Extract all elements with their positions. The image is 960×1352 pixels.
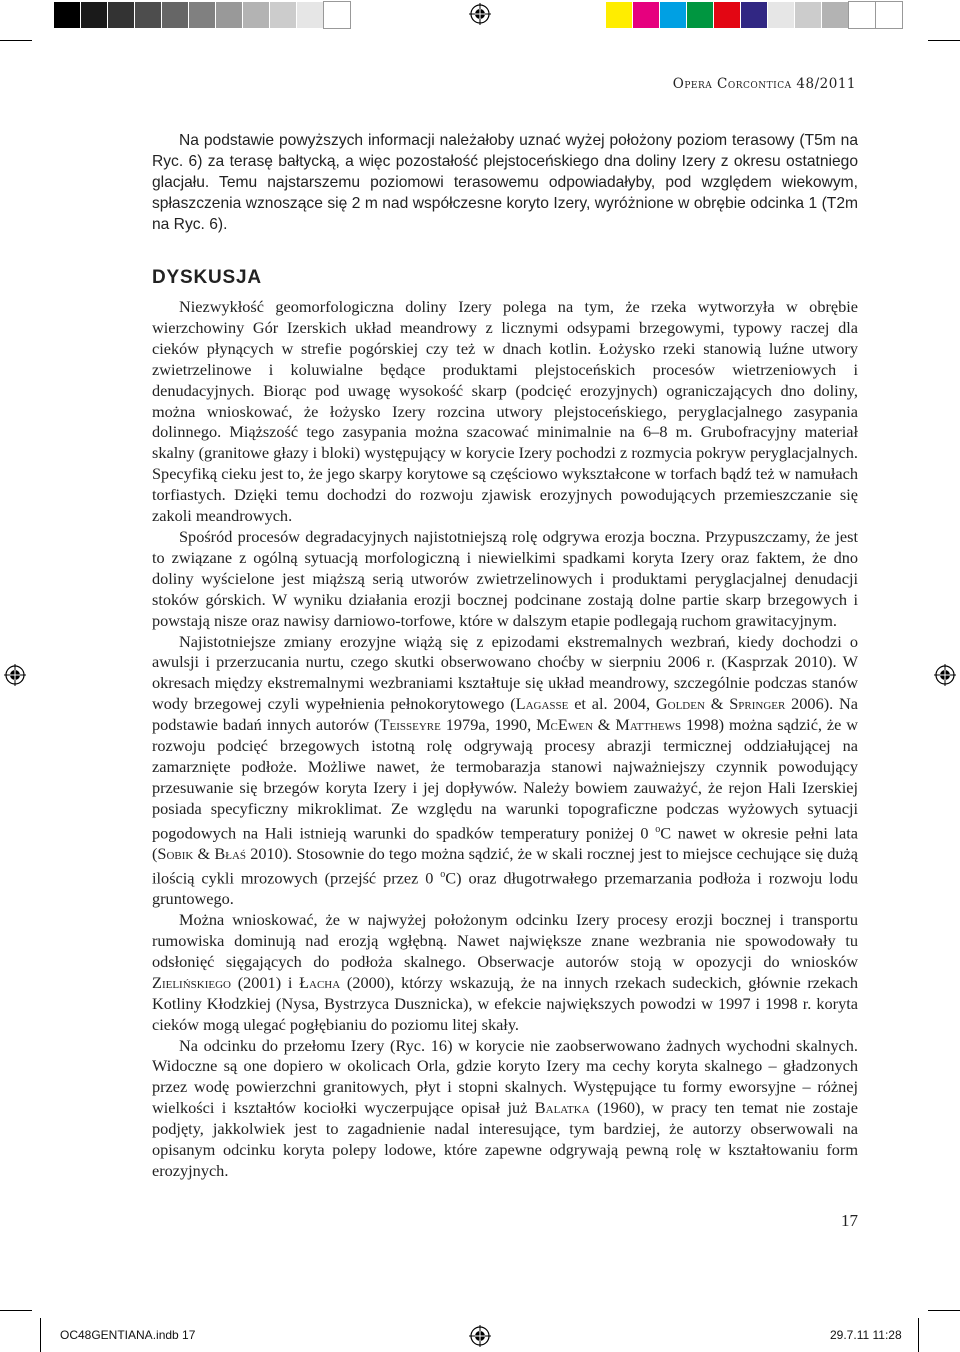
color-swatch <box>135 2 161 28</box>
color-swatch <box>108 2 134 28</box>
text-run: 2006). Na podstawie badań innych autorów ( <box>152 694 859 735</box>
text-run: C) oraz długotrwałego przemarzania podłoża i rozwoju lodu gruntowego. <box>152 868 858 909</box>
color-swatch <box>606 2 632 28</box>
color-swatch <box>795 2 821 28</box>
running-header: Opera Corcontica 48/2011 <box>672 76 856 92</box>
citation-author: Łacha <box>299 972 341 992</box>
text-run: (1960), w pracy ten temat nie zostaje podjęty, jakkolwiek jest to zagadnienie nadal interesujące, tym bardziej, że autorzy obserwowali na opisanym odcinku koryta polepy lodowe, które zapewne odgrywają pewną rolę w kształtowaniu form erozyjnych. <box>152 1098 859 1180</box>
crop-mark <box>928 40 960 41</box>
color-swatch <box>54 2 80 28</box>
crop-mark <box>918 1318 919 1352</box>
color-swatch <box>324 2 350 28</box>
paragraph-4 <box>152 910 858 1035</box>
registration-mark-icon <box>469 1325 491 1347</box>
text-run: Najistotniejsze zmiany erozyjne wiążą się z epizodami ekstremalnych wezbrań, kiedy dochodzi o awulsji i przerzucania nurtu, czego skutki obserwowano choćby w sierpniu 2006 r. (Kasprzak 2010). W okresach między ekstremalnymi wezbraniami kształtuje się układ meandrowy, szczególnie podczas stanów wody brzegowej czyli wypełnienia pełnokorytowego ( <box>152 631 858 714</box>
slug-filename: OC48GENTIANA.indb 17 <box>60 1328 196 1342</box>
slug-date: 29.7.11 11:28 <box>830 1328 902 1342</box>
registration-mark-icon <box>469 3 491 25</box>
color-swatch <box>660 2 686 28</box>
citation-author: Teisseyre <box>379 715 441 735</box>
paragraph-1: Niezwykłość geomorfologiczna doliny Izery polega na tym, że rzeka wytworzyła w obrębie wierzchowiny Gór Izerskich układ meandrowy z licznymi odsypami brzegowymi, typowy raczej dla cieków płynących w strefie pogórskiej czy też w dnach kotlin. Łożysko rzeki stanowią luźne utwory zwietrzelinowe i koluwialne będące produktami plejstoceńskich procesów wietrzeniowych i denudacyjnych. Biorąc pod uwagę wysokość skarp (podcięć erozyjnych) ograniczających dno doliny, można wnioskować, że łożysko Izery rozcina utwory plejstoceńskiego, peryglacjalnego zasypania dolinnego. Miąższość tego zasypania można szacować minimalnie na 6–8 m. Grubofracyjny materiał skalny (granitowe głazy i bloki) występujący w korycie Izery pochodzi z rozmycia pokryw peryglacjalnych. Specyfiką cieku jest to, że jego skarpy korytowe są częściowo wykształcone w torfach bądź też w namułach torfiastych. Dzięki temu dochodzi do rozwoju zjawisk erozyjnych powodujących przemieszczanie się zakoli meandrowych. <box>152 297 858 526</box>
color-swatch <box>270 2 296 28</box>
text-run: et al. 2004, <box>568 694 656 714</box>
text-run: 1998) można sądzić, że w rozwoju podcięć brzegowych istotną rolę odgrywają procesy abrazji termicznej oddziałującej na zamarznięte podłoże. Możliwe nawet, że termobarazja stanowi najważniejszy czynnik powodujący przesuwanie się brzegów koryta Izery i jej dopływów. Należy bowiem zauważyć, że rejon Hali Izerskiej posiada specyficzny mikroklimat. Ze względu na warunki topograficzne podczas wyżowych sytuacji pogodowych na Hali istnieją warunki do spadków temperatury poniżej 0 <box>152 715 858 843</box>
paragraph-2: Spośród procesów degradacyjnych najistotniejszą rolę odgrywa erozja boczna. Przypuszczamy, że jest to związane z ogólną sytuacją morfologiczną i niewielkimi spadkami koryta Izery oraz faktem, że dno doliny wyścielone jest miąższą serią utworów zwietrzelinowych i produktami peryglacjalnej denudacji stoków górskich. W wyniku działania erozji bocznej podcinane zostają dolne partie skarp brzegowych i powstają nisze oraz nawisy darniowo-torfowe, które w dalszym etapie podlegają ruchom grawitacyjnym. <box>152 526 858 630</box>
citation-author: McEwen & Matthews <box>536 715 682 735</box>
section-heading: DYSKUSJA <box>152 267 262 288</box>
paragraph-5 <box>152 1036 858 1182</box>
color-swatch <box>687 2 713 28</box>
color-swatch <box>216 2 242 28</box>
registration-mark-icon <box>934 664 956 686</box>
intro-paragraph: Na podstawie powyższych informacji należałoby uznać wyżej położony poziom terasowy (T5m na Ryc. 6) za terasę bałtycką, a więc pozostałość plejstoceńskiego dna doliny Izery z okresu ostatniego glacjału. Temu najstarszemu poziomowi terasowemu odpowiadałyby, pod względem wiekowym, spłaszczenia wznoszące się 2 m nad współczesne koryto Izery, wyróżnione w obrębie odcinka 1 (T2m na Ryc. 6). <box>152 132 858 233</box>
citation-author: Balatka <box>534 1098 590 1118</box>
paragraph-3 <box>152 632 858 911</box>
crop-mark <box>928 1310 960 1311</box>
citation-author: Sobik & Błaś <box>157 843 247 863</box>
color-swatch <box>768 2 794 28</box>
color-swatch <box>714 2 740 28</box>
color-swatch <box>243 2 269 28</box>
text-run: Można wnioskować, że w najwyżej położonym odcinku Izery procesy erozji bocznej i transportu rumowiska dominują nad erozją wgłębną. Nawet największe znane wezbrania nie spowodowały tu odsłonięć sięgających do podłoża skalnego. Obserwacje autorów stoją w opozycji do wniosków <box>152 910 858 971</box>
degree-sign: o <box>655 823 661 835</box>
citation-author: Lagasse <box>515 694 569 714</box>
text-run: 1979a, 1990, <box>440 715 537 735</box>
text-run: (2001) i <box>231 972 300 992</box>
color-swatch <box>297 2 323 28</box>
text-run: C nawet w okresie pełni lata ( <box>152 823 859 863</box>
color-swatch <box>876 2 902 28</box>
registration-mark-icon <box>4 664 26 686</box>
text-run: Na odcinku do przełomu Izery (Ryc. 16) w korycie nie zaobserwowano żadnych wychodni skalnych. Widoczne są one dopiero w okolicach Orla, gdzie koryto Izery ma cechy koryta skalnego – gładzonych przez wodę powierzchni granitowych, płyt i stopni skalnych. Występujące tu formy eworsyjne – różnej wielkości i kształtów kociołki wyczerpujące opisał już <box>152 1035 858 1118</box>
color-swatch <box>741 2 767 28</box>
text-run: (2000), którzy wskazują, że na innych rzekach sudeckich, głównie rzekach Kotliny Kłodzkiej (Nysa, Bystrzyca Dusznicka), w efekcie największych powodzi w 1997 i 1998 r. koryta cieków mogą ulegać pogłębianiu do poziomu litej skały. <box>152 972 858 1034</box>
degree-sign: o <box>440 868 446 880</box>
color-swatch <box>81 2 107 28</box>
color-swatch <box>162 2 188 28</box>
crop-mark <box>40 1318 41 1352</box>
citation-author: Zielińskiego <box>152 972 231 992</box>
body-text <box>152 297 858 1182</box>
color-swatch <box>822 2 848 28</box>
citation-author: Golden & Springer <box>655 694 786 714</box>
crop-mark <box>0 40 32 41</box>
text-run: 2010). Stosownie do tego można sądzić, że w skali rocznej jest to miejsce cechujące się dużą ilością cykli mrozowych (przejść przez 0 <box>152 843 858 888</box>
color-swatch <box>849 2 875 28</box>
color-swatch <box>189 2 215 28</box>
crop-mark <box>0 1310 32 1311</box>
color-swatch <box>633 2 659 28</box>
intro-text <box>152 130 858 235</box>
page-number: 17 <box>841 1211 858 1230</box>
